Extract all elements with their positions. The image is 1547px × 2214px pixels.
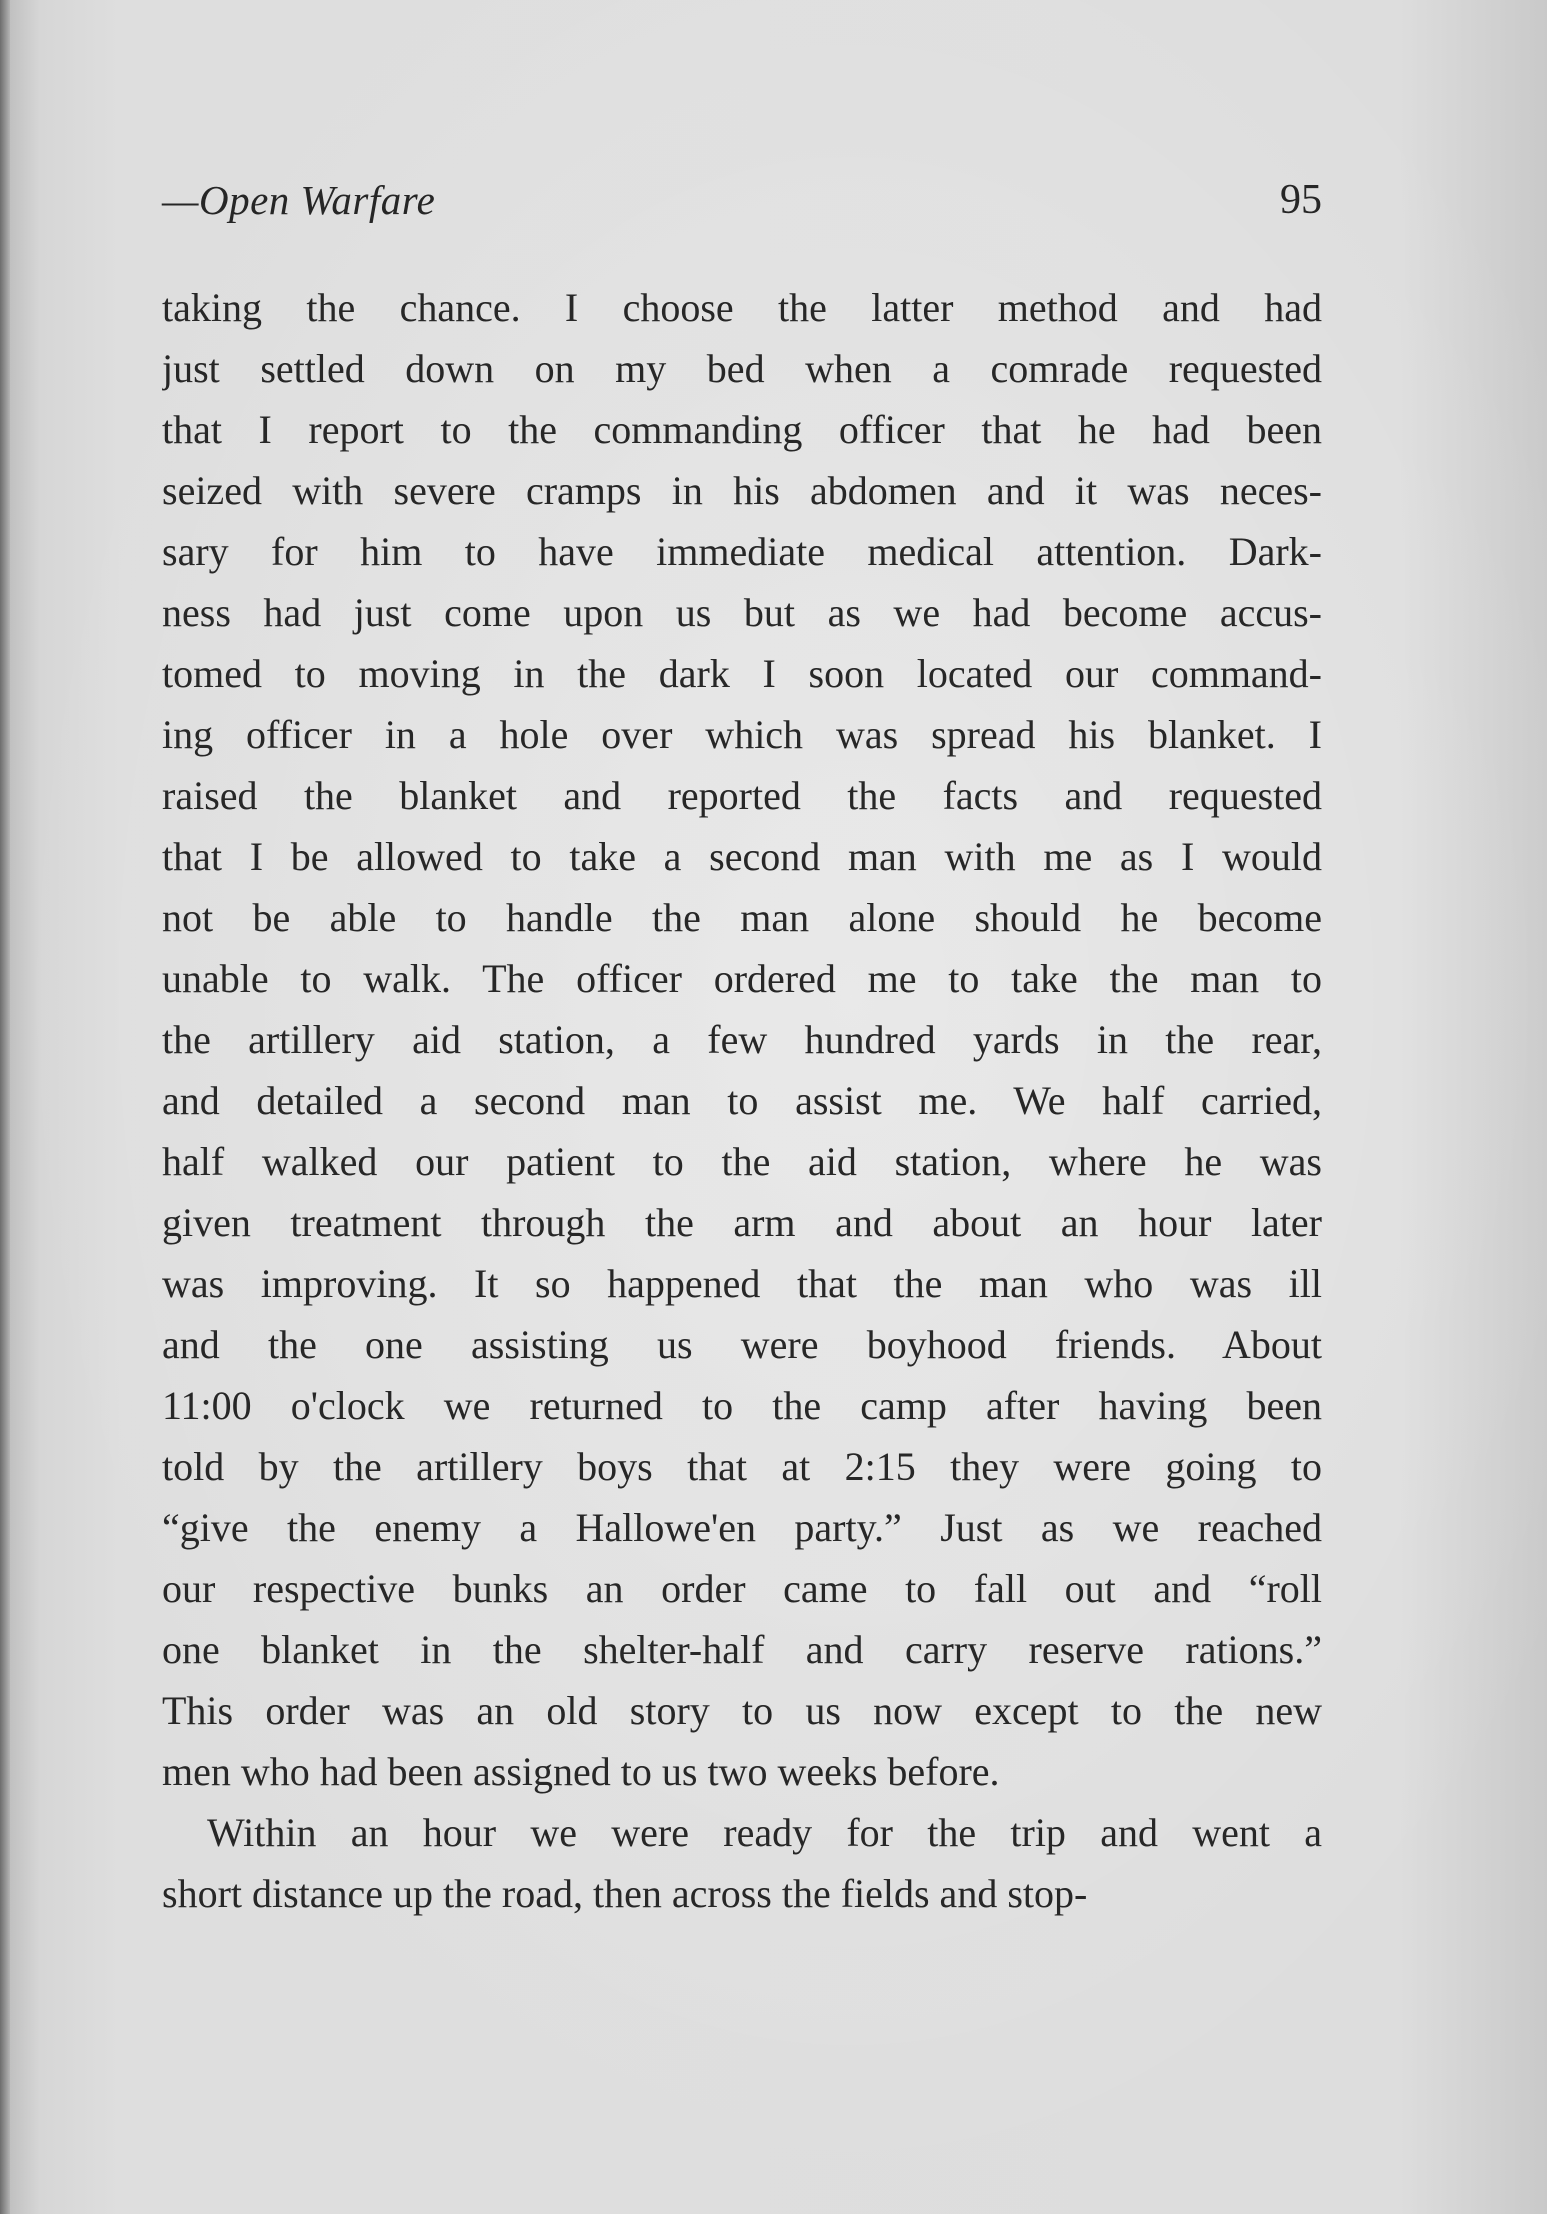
- text-line: half walked our patient to the aid station, where he was: [162, 1139, 1322, 1184]
- text-line: sary for him to have immediate medical attention. Dark-: [162, 529, 1322, 574]
- text-line: that I be allowed to take a second man with me as I would: [162, 834, 1322, 879]
- text-line: short distance up the road, then across the fields and stop-: [162, 1871, 1088, 1916]
- text-line: tomed to moving in the dark I soon located our command-: [162, 651, 1322, 696]
- text-line: not be able to handle the man alone should he become: [162, 895, 1322, 940]
- text-line: men who had been assigned to us two weeks before.: [162, 1749, 1000, 1794]
- text-line: and detailed a second man to assist me. We half carried,: [162, 1078, 1322, 1123]
- text-line: was improving. It so happened that the man who was ill: [162, 1261, 1322, 1306]
- page-number: 95: [1280, 177, 1322, 223]
- text-line: our respective bunks an order came to fall out and “roll: [162, 1566, 1322, 1611]
- text-line: ing officer in a hole over which was spread his blanket. I: [162, 712, 1322, 757]
- text-line: seized with severe cramps in his abdomen and it was neces-: [162, 468, 1322, 513]
- text-line: told by the artillery boys that at 2:15 they were going to: [162, 1444, 1322, 1489]
- running-header: [162, 176, 1322, 236]
- text-line: and the one assisting us were boyhood friends. About: [162, 1322, 1322, 1367]
- text-line: taking the chance. I choose the latter method and had: [162, 285, 1322, 330]
- text-line: “give the enemy a Hallowe'en party.” Just as we reached: [162, 1505, 1322, 1550]
- text-line: one blanket in the shelter-half and carry reserve rations.”: [162, 1627, 1322, 1672]
- page-spine-shadow: [0, 0, 10, 2214]
- text-line: unable to walk. The officer ordered me to take the man to: [162, 956, 1322, 1001]
- text-line: ness had just come upon us but as we had become accus-: [162, 590, 1322, 635]
- paragraph: [162, 1802, 1322, 1924]
- text-line: given treatment through the arm and about an hour later: [162, 1200, 1322, 1245]
- text-line: the artillery aid station, a few hundred yards in the rear,: [162, 1017, 1322, 1062]
- text-line: Within an hour we were ready for the trip and went a: [207, 1810, 1322, 1855]
- text-line: 11:00 o'clock we returned to the camp after having been: [162, 1383, 1322, 1428]
- body-text: [162, 277, 1322, 1924]
- text-line: This order was an old story to us now except to the new: [162, 1688, 1322, 1733]
- text-line: that I report to the commanding officer that he had been: [162, 407, 1322, 452]
- text-line: raised the blanket and reported the facts and requested: [162, 773, 1322, 818]
- paragraph: [162, 277, 1322, 1802]
- text-line: just settled down on my bed when a comrade requested: [162, 346, 1322, 391]
- running-title: —Open Warfare: [162, 177, 436, 223]
